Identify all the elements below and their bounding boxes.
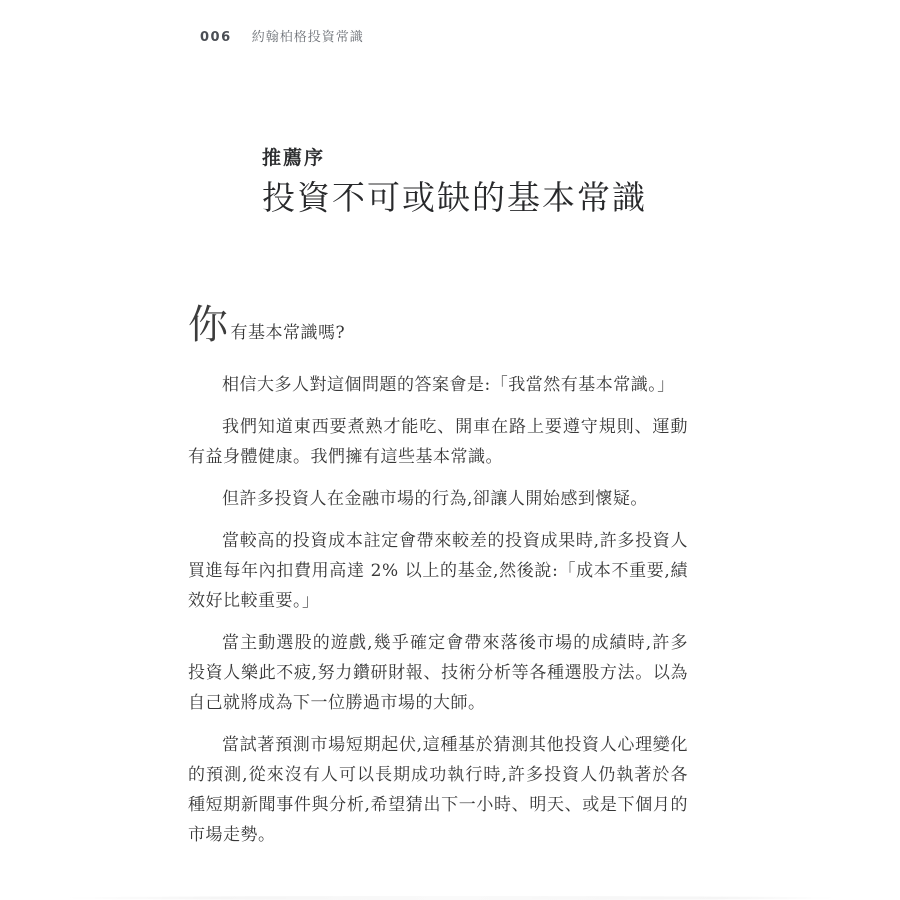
opening-line [188,302,688,356]
book-title: 約翰柏格投資常識 [251,30,364,45]
paragraph: 當試著預測市場短期起伏,這種基於猜測其他投資人心理變化的預測,從來沒有人可以長期成功執行時,許多投資人仍執著於各種短期新聞事件與分析,希望猜出下一小時、明天、或是下個月的市場走勢。 [188,735,688,845]
opening-text: 有基本常識嗎? [230,323,346,343]
drop-cap: 你 [188,302,229,348]
paragraph: 但許多投資人在金融市場的行為,卻讓人開始感到懷疑。 [222,489,648,509]
section-label: 推薦序 [262,147,326,169]
paragraph: 我們知道東西要煮熟才能吃、開車在路上要遵守規則、運動有益身體健康。我們擁有這些基本常識。 [188,417,688,467]
body-text [188,302,688,862]
title-block [262,146,647,218]
page-edge-shadow [60,896,840,900]
page-number: 006 [200,30,232,45]
paragraph: 當主動選股的遊戲,幾乎確定會帶來落後市場的成績時,許多投資人樂此不疲,努力鑽研財報、技術分析等各種選股方法。以為自己就將成為下一位勝過市場的大師。 [188,633,688,713]
running-header [200,30,364,46]
page-title: 投資不可或缺的基本常識 [262,178,647,217]
paragraph: 相信大多人對這個問題的答案會是:「我當然有基本常識。」 [222,375,675,395]
paragraph: 當較高的投資成本註定會帶來較差的投資成果時,許多投資人買進每年內扣費用高達 2% 以上的基金,然後說:「成本不重要,績效好比較重要。」 [188,531,688,611]
